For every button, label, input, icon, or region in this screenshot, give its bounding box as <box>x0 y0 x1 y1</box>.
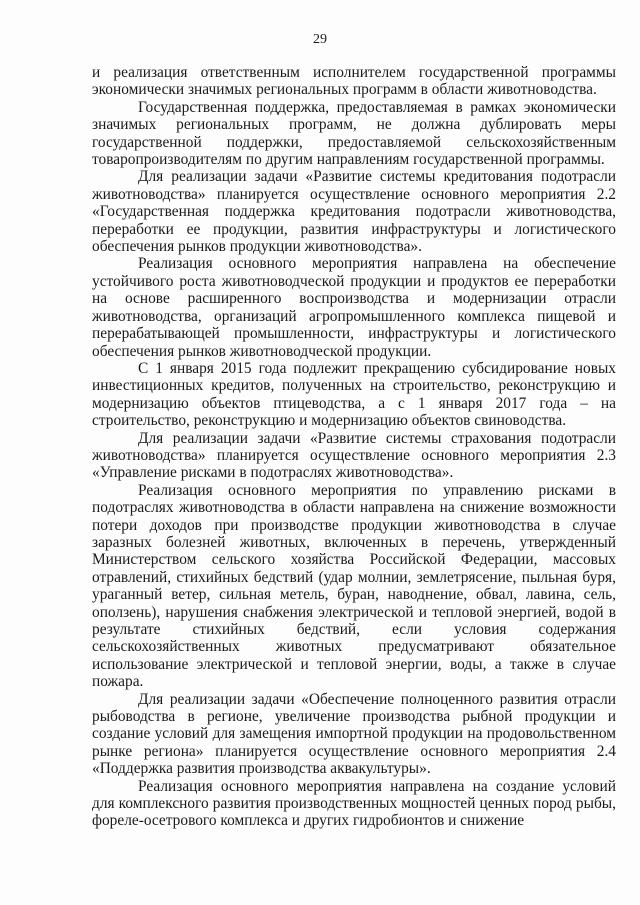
paragraph: С 1 января 2015 года подлежит прекращению субсидирование новых инвестиционных кредитов, полученных на строительство, реконструкцию и модернизацию объектов птицеводства, а с 1 января 2017 года – на строительство, реконструкцию и модернизацию объектов свиноводства. <box>92 359 616 430</box>
document-body <box>92 64 616 830</box>
paragraph: Реализация основного мероприятия по управлению рисками в подотраслях животноводства в области направлена на снижение возможности потери доходов при производстве продукции животноводства в случае заразных болезней животных, включенных в перечень, утвержденный Министерством сельского хозяйства Российской Федерации, массовых отравлений, стихийных бедствий (удар молнии, землетрясение, пыльная буря, ураганный ветер, сильная метель, буран, наводнение, обвал, лавина, сель, оползень), нарушения снабжения электрической и тепловой энергией, водой в результате стихийных бедствий, если условия содержания сельскохозяйственных животных предусматривают обязательное использование электрической и тепловой энергии, воды, а также в случае пожара. <box>92 481 616 691</box>
paragraph: Для реализации задачи «Развитие системы страхования подотрасли животноводства» планируется осуществление основного мероприятия 2.3 «Управление рисками в подотраслях животноводства». <box>92 429 616 482</box>
paragraph: Государственная поддержка, предоставляемая в рамках экономически значимых региональных программ, не должна дублировать меры государственной поддержки, предоставляемой сельскохозяйственным товаропроизводителям по другим направлениям государственной программы. <box>92 98 616 169</box>
paragraph: Для реализации задачи «Обеспечение полноценного развития отрасли рыбоводства в регионе, увеличение производства рыбной продукции и создание условий для замещения импортной продукции на продовольственном рынке региона» планируется осуществление основного мероприятия 2.4 «Поддержка развития производства аквакультуры». <box>92 690 616 778</box>
page-number: 29 <box>313 32 327 47</box>
paragraph: Для реализации задачи «Развитие системы кредитования подотрасли животноводства» планируется осуществление основного мероприятия 2.2 «Государственная поддержка кредитования подотрасли животноводства, переработки ее продукции, развития инфраструктуры и логистического обеспечения рынков продукции животноводства». <box>92 168 616 256</box>
paragraph: Реализация основного мероприятия направлена на создание условий для комплексного развития производственных мощностей ценных пород рыбы, фореле-осетрового комплекса и других гидробионтов и снижение <box>92 777 616 830</box>
paragraph: Реализация основного мероприятия направлена на обеспечение устойчивого роста животноводческой продукции и продуктов ее переработки на основе расширенного воспроизводства и модернизации отрасли животноводства, организаций агропромышленного комплекса пищевой и перерабатывающей промышленности, инфраструктуры и логистического обеспечения рынков животноводческой продукции. <box>92 255 616 360</box>
paragraph: и реализация ответственным исполнителем государственной программы экономически значимых региональных программ в области животноводства. <box>92 64 616 99</box>
